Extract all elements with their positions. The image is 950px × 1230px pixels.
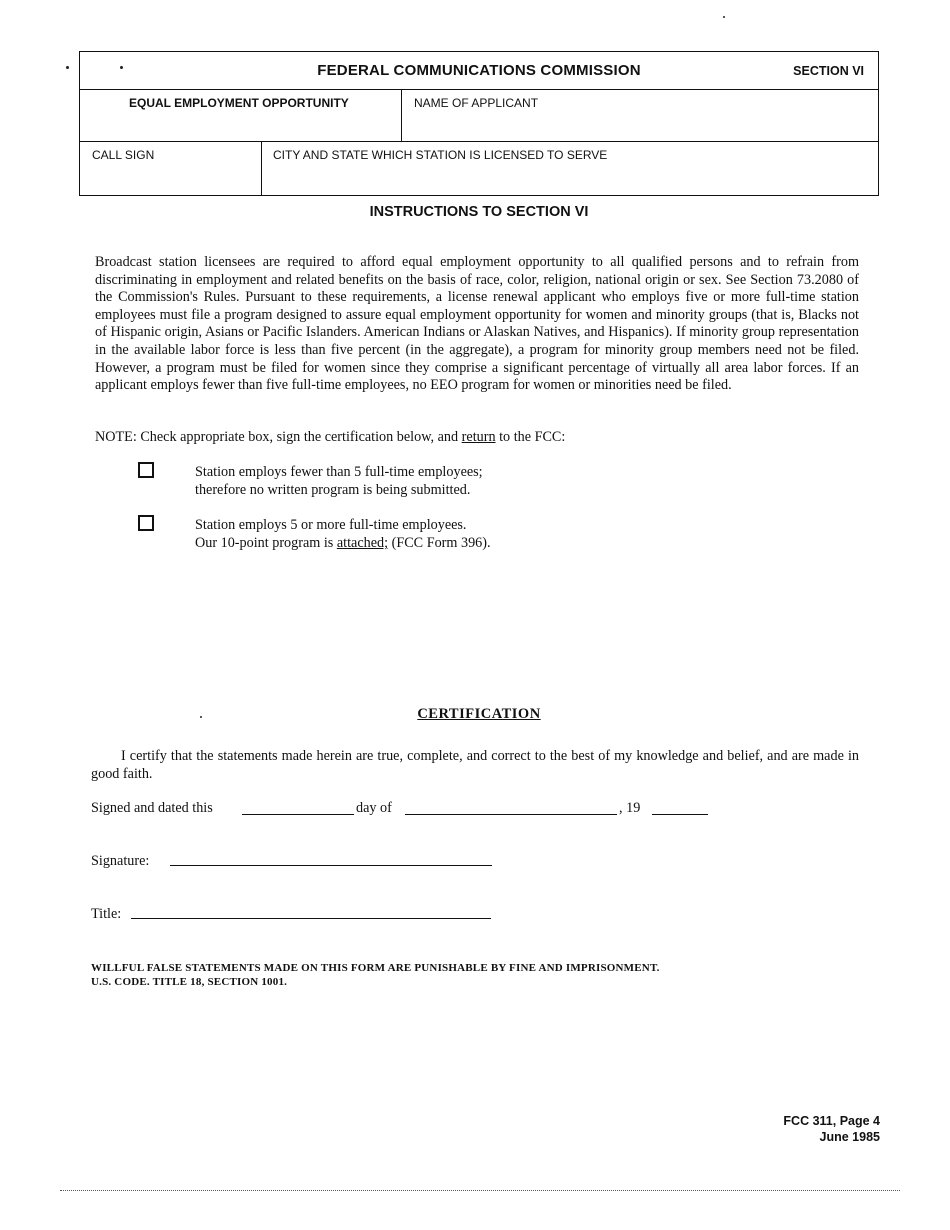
signed-dated-label: Signed and dated this xyxy=(91,800,213,816)
form-footer xyxy=(783,1113,880,1145)
agency-title: FEDERAL COMMUNICATIONS COMMISSION xyxy=(317,62,641,79)
warning-line1: WILLFUL FALSE STATEMENTS MADE ON THIS FORM ARE PUNISHABLE BY FINE AND IMPRISONMENT. xyxy=(91,962,660,974)
scan-speck xyxy=(723,16,725,18)
option2-line2-suffix: (FCC Form 396). xyxy=(391,535,491,551)
option-five-or-more xyxy=(195,516,491,552)
note-suffix: to the FCC: xyxy=(499,429,566,445)
option2-line2-prefix: Our 10-point program is xyxy=(195,535,334,551)
section-label: SECTION VI xyxy=(793,64,864,78)
form-date: June 1985 xyxy=(819,1130,880,1144)
city-state-label: CITY AND STATE WHICH STATION IS LICENSED TO SERVE xyxy=(273,148,608,162)
scan-speck xyxy=(120,66,123,69)
call-sign-label: CALL SIGN xyxy=(92,148,155,162)
option1-line2: therefore no written program is being submitted. xyxy=(195,482,471,498)
header-divider-1 xyxy=(80,89,878,90)
header-vdivider-1 xyxy=(401,89,402,141)
signed-year-field[interactable] xyxy=(652,814,708,815)
option1-line1: Station employs fewer than 5 full-time employees; xyxy=(195,464,483,480)
option-fewer-than-5 xyxy=(195,463,483,499)
instructions-body: Broadcast station licensees are required to afford equal employment opportunity to all qualified persons and to refrain from discriminating in employment and related benefits on the basis of race, color, religion, national origin or sex. See Section 73.2080 of the Commission's Rules. Pursuant to these requirements, a license renewal applicant who employs five or more full-time station employees must file a program designed to assure equal employment opportunity for women and minority groups (that is, Blacks not of Hispanic origin, Asians or Pacific Islanders. American Indians or Alaskan Natives, and Hispanics). If minority group representation in the available labor force is less than five percent (in the aggregate), a program for minority group members need not be filed. However, a program must be filed for women since they comprise a significant percentage of virtually all area labor forces. If an applicant employs fewer than five full-time employees, no EEO program for women or minorities need be filed. xyxy=(95,254,859,394)
year-prefix: , 19 xyxy=(619,800,641,816)
form-header-table xyxy=(79,51,879,196)
header-divider-2 xyxy=(80,141,878,142)
warning-line2: U.S. CODE. TITLE 18, SECTION 1001. xyxy=(91,976,288,988)
note-line xyxy=(95,429,565,446)
signature-label: Signature: xyxy=(91,853,150,869)
option2-attached: attached; xyxy=(336,535,389,551)
signed-month-field[interactable] xyxy=(405,814,617,815)
title-field[interactable] xyxy=(131,918,491,919)
header-vdivider-2 xyxy=(261,141,262,196)
eeo-label: EQUAL EMPLOYMENT OPPORTUNITY xyxy=(129,96,349,110)
false-statement-warning xyxy=(91,961,660,989)
signed-day-field[interactable] xyxy=(242,814,354,815)
title-label: Title: xyxy=(91,906,122,922)
scan-edge-line xyxy=(60,1190,900,1191)
instructions-heading: INSTRUCTIONS TO SECTION VI xyxy=(369,204,589,220)
certification-statement: I certify that the statements made herein are true, complete, and correct to the best of my knowledge and belief, and are made in good faith. xyxy=(91,748,859,782)
certification-heading: CERTIFICATION xyxy=(417,706,541,722)
scan-speck xyxy=(200,716,202,718)
note-prefix: NOTE: Check appropriate box, sign the certification below, and xyxy=(95,429,459,445)
note-return: return xyxy=(461,429,496,445)
applicant-name-label: NAME OF APPLICANT xyxy=(414,96,539,110)
signature-field[interactable] xyxy=(170,865,492,866)
day-of-label: day of xyxy=(356,800,392,816)
option2-line2 xyxy=(195,534,491,552)
fewer-than-5-checkbox[interactable] xyxy=(138,462,154,478)
five-or-more-checkbox[interactable] xyxy=(138,515,154,531)
form-page: FCC 311, Page 4 xyxy=(783,1114,880,1128)
option2-line1: Station employs 5 or more full-time employees. xyxy=(195,517,467,533)
scan-speck xyxy=(66,66,69,69)
